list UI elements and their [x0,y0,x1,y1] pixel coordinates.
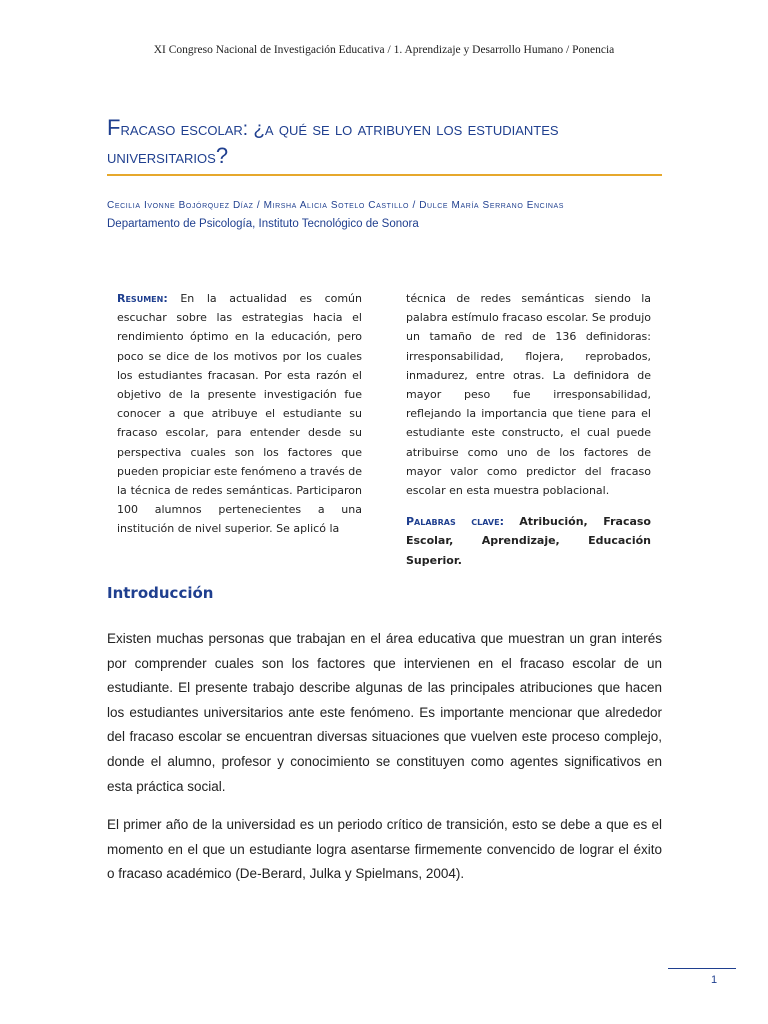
keywords-text: Atribución, Fracaso Escolar, Aprendizaje, Educación Superior. [406,515,651,567]
body-paragraph: El primer año de la universidad es un periodo crítico de transición, esto se debe a que es el momento en el que un estudiante logra asentarse firmemente convencido de lograr el éxito o fracaso académico (De-Berard, Julka y Spielmans, 2004). [107,817,662,882]
title-initial: F [107,115,121,140]
abstract-text-left: En la actualidad es común escuchar sobre las estrategias hacia el rendimiento óptimo en la educación, pero poco se dice de los motivos por los cuales los estudiantes fracasan. Por esta razón el objetivo de la presente investigación fue conocer a que atribuye el estudiante su fracaso escolar, para entender desde su perspectiva cuales son los factores que pueden propiciar este fenómeno a través de la técnica de redes semánticas. Participaron 100 alumnos pertenecientes a una institución de nivel superior. Se aplicó la [117,292,363,536]
title-question-mark: ? [215,143,229,168]
abstract-text-right: técnica de redes semánticas siendo la palabra estímulo fracaso escolar. Se produjo un tamaño de red de 136 definidoras: irresponsabilidad, flojera, reprobados, inmadurez, entre otras. La definidora de mayor peso fue irresponsabilidad, reflejando la importancia que tiene para el estudiante este constructo, el cual puede atribuirse como uno de los factores de mayor valor como predictor del fracaso escolar en esta muestra poblacional. [406,292,651,498]
abstract-column-left [117,289,362,539]
abstract-column-right [406,289,651,570]
section-heading-introduction: Introducción [107,584,214,602]
keywords-block [406,512,651,570]
affiliation: Departamento de Psicología, Instituto Tecnológico de Sonora [107,218,419,230]
footer-divider [668,968,736,969]
title-line-1: racaso escolar: ¿a qué se lo atribuyen los estudiantes [120,119,559,140]
keywords-label: Palabras clave: [406,515,504,529]
title-divider [107,174,662,176]
title-line-2: universitarios [107,147,216,168]
page-number: 1 [710,974,718,986]
running-header: XI Congreso Nacional de Investigación Educativa / 1. Aprendizaje y Desarrollo Humano / Ponencia [153,44,615,56]
body-paragraph: Existen muchas personas que trabajan en el área educativa que muestran un gran interés por comprender cuales son los factores que intervienen en el fracaso escolar de un estudiante. El presente trabajo describe algunas de las principales atribuciones que hacen los estudiantes universitarios ante este fenómeno. Es importante mencionar que alrededor del fracaso escolar se encuentran diversas situaciones que vuelven este proceso complejo, donde el alumno, profesor y conocimiento se constituyen como agentes significativos en esta práctica social. [107,631,662,794]
author-list: Cecilia Ivonne Bojórquez Díaz / Mirsha Alicia Sotelo Castillo / Dulce María Serrano Encinas [107,200,565,211]
abstract-label: Resumen: [117,292,168,305]
article-title [107,115,667,171]
